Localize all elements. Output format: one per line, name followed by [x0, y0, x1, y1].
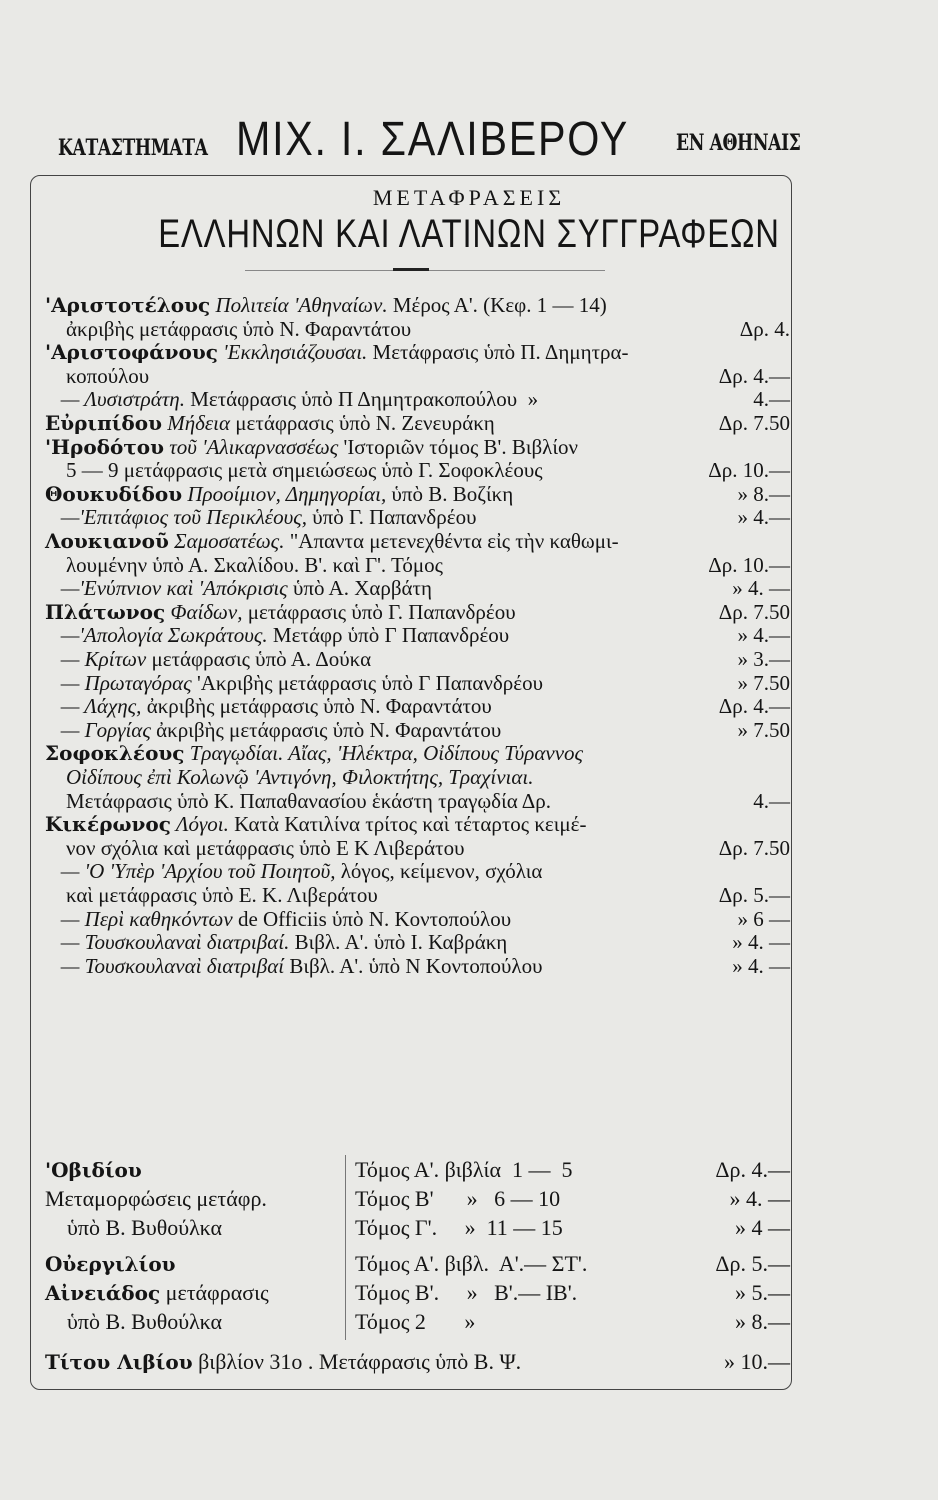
work-title: Φαίδων,	[165, 599, 243, 624]
catalog-line	[45, 411, 790, 435]
price: Δρ. 7.50	[718, 411, 790, 435]
entry-text: Μετάφρασις ὑπὸ Κ. Παπαθανασίου ἑκάστη τραγῳδία Δρ.	[45, 788, 552, 813]
work-title: — Λάχης,	[45, 694, 142, 719]
entry-text: νον σχόλια καὶ μετάφρασις ὑπὸ Ε Κ Λιβεράτου	[45, 835, 465, 860]
catalog-line	[45, 1216, 790, 1240]
entry-text: βιβλίον 31ο . Μετάφρασις ὑπὸ Β. Ψ.	[192, 1349, 522, 1374]
catalog-line	[45, 529, 790, 553]
work-title: — 'Ο 'Υπὲρ 'Αρχίου τοῦ Ποιητοῦ,	[45, 859, 336, 884]
catalog-line	[45, 859, 790, 883]
entry-text: de Officiis ὑπὸ Ν. Κοντοπούλου	[232, 906, 512, 931]
catalog-line	[45, 1252, 790, 1276]
price: » 4 —	[735, 1215, 790, 1240]
entry-text: Κατὰ Κατιλίνα τρίτος καὶ τέταρτος κειμέ-	[228, 812, 587, 837]
work-title: — Κρίτων	[45, 647, 147, 671]
work-title: —'Επιτάφιος τοῦ Περικλέους,	[45, 505, 307, 530]
entry-text: Μεταμορφώσεις μετάφρ.	[45, 1186, 267, 1211]
catalog-line	[45, 435, 790, 459]
work-title: — Τουσκουλαναὶ διατριβαί.	[45, 930, 290, 955]
header-left: ΚΑΤΑΣΤΗΜΑΤΑ	[58, 135, 208, 161]
price: Δρ. 5.—	[715, 1251, 790, 1276]
entry-text: 'Ιστοριῶν τόμος Β'. Βιβλίον	[338, 434, 578, 459]
catalog-line	[45, 812, 790, 836]
entry-text: 'Ακριβὴς μετάφρασις ὑπὸ Γ Παπανδρέου	[191, 670, 543, 695]
catalog-line	[45, 954, 790, 978]
catalog-line	[45, 576, 790, 600]
price: » 4.—	[737, 505, 790, 530]
entry-text: ἀκριβὴς μετάφρασις ὑπὸ Ν. Φαραντάτου	[141, 694, 492, 719]
work-title: — Λυσιστράτη.	[45, 387, 185, 412]
entry-text: ἀκριβὴς μετάφρασις ὑπὸ Ν. Φαραντάτου	[150, 717, 502, 742]
price: Δρ. 4.—	[718, 694, 790, 719]
entry-text: Μετάφρασις ὑπὸ Π Δημητρακοπούλου »	[184, 387, 539, 412]
catalog-line	[45, 387, 790, 411]
entry-text: Μετάφρ ὑπὸ Γ Παπανδρέου	[267, 623, 510, 648]
entry-text: ὑπὸ Β. Βυθούλκα	[45, 1309, 223, 1334]
price: 4.—	[753, 788, 790, 813]
price: » 6 —	[737, 906, 790, 931]
entry-text: λουμένην ὑπὸ Α. Σκαλίδου. Β'. καὶ Γ'. Τόμος	[45, 552, 443, 577]
author-name: Θουκυδίδου	[45, 481, 183, 506]
entry-text: Μετάφρασις ὑπὸ Π. Δημητρα-	[367, 340, 629, 365]
entry-text: μετάφρασις	[160, 1280, 269, 1305]
work-title: — Τουσκουλαναὶ διατριβαί	[45, 953, 285, 978]
entry-text: 5 — 9 μετάφρασις μετὰ σημειώσεως ὑπὸ Γ. Σοφοκλέους	[45, 458, 543, 483]
work-title: 'Εκκλησιάζουσαι.	[217, 340, 368, 365]
catalog-line	[45, 1350, 790, 1374]
volume-info: Τόμος Α'. βιβλία 1 — 5	[355, 1157, 573, 1182]
author-name: Κικέρωνος	[45, 812, 171, 837]
work-title: —'Ενύπνιον καὶ 'Απόκρισις	[45, 576, 288, 601]
entry-text: ὑπὸ Α. Χαρβάτη	[287, 576, 432, 601]
catalog-line	[45, 623, 790, 647]
author-name: Πλάτωνος	[45, 599, 166, 624]
price: » 4.—	[737, 623, 790, 648]
entry-text: Βιβλ. Α'. ὑπὸ Ι. Καβράκη	[289, 930, 508, 955]
entry-text: Βιβλ. Α'. ὑπὸ Ν Κοντοπούλου	[284, 953, 543, 978]
catalog-line	[45, 1187, 790, 1211]
author-name: Εὐριπίδου	[45, 411, 162, 435]
catalog-line	[45, 600, 790, 624]
catalog-line	[45, 317, 790, 341]
catalog-line	[45, 883, 790, 907]
catalog-line	[45, 836, 790, 860]
catalog-line	[45, 553, 790, 577]
entry-text: καὶ μετάφρασις ὑπὸ Ε. Κ. Λιβεράτου	[45, 883, 378, 907]
catalog-line	[45, 930, 790, 954]
entry-text: ὑπὸ Β. Βυθούλκα	[45, 1215, 223, 1240]
title-rule	[393, 268, 429, 271]
author-name: 'Αριστοφάνους	[45, 340, 218, 365]
price: » 8.—	[735, 1309, 790, 1334]
volume-info: Τόμος 2 »	[355, 1309, 476, 1334]
price: » 3.—	[737, 647, 790, 671]
entry-text: μετάφρασις ὑπὸ Γ. Παπανδρέου	[242, 599, 516, 624]
work-title: Τραγῳδίαι. Αἴας, 'Ηλέκτρα, Οἰδίπους Τύραννος	[184, 741, 584, 766]
price: » 7.50	[737, 717, 790, 742]
catalog-line	[45, 671, 790, 695]
price: 4.—	[753, 387, 790, 412]
work-title: Προοίμιον, Δημηγορίαι,	[182, 481, 387, 506]
work-title: — Περὶ καθηκόντων	[45, 906, 233, 931]
work-title: Μήδεια	[161, 411, 231, 435]
work-title: Οἰδίπους ἐπὶ Κολωνῷ 'Αντιγόνη, Φιλοκτήτης, Τραχίνιαι.	[45, 765, 534, 789]
price: Δρ. 10.—	[708, 552, 790, 577]
column-divider	[345, 1155, 346, 1340]
price: » 5.—	[735, 1280, 790, 1305]
entry-text: λόγος, κείμενον, σχόλια	[335, 859, 543, 884]
page-header	[58, 112, 801, 174]
catalog-line	[45, 718, 790, 742]
work-title: —'Απολογία Σωκράτους.	[45, 623, 268, 648]
price: » 4. —	[732, 953, 790, 978]
entry-text: Μέρος Α'. (Κεφ. 1 — 14)	[387, 293, 607, 317]
catalog-line	[45, 1281, 790, 1305]
catalog-line	[45, 789, 790, 813]
price: Δρ. 4.—	[715, 1157, 790, 1182]
price: » 7.50	[737, 670, 790, 695]
work-title: Πολιτεία 'Αθηναίων.	[210, 293, 388, 317]
catalog-line	[45, 293, 790, 317]
author-name: 'Ηροδότου	[45, 434, 165, 459]
catalog-line	[45, 1158, 790, 1182]
entry-text: "Απαντα μετενεχθέντα εἰς τὴν καθωμι-	[284, 529, 619, 553]
header-right: ΕΝ ΑΘΗΝΑΙΣ	[676, 130, 801, 156]
box-title: ΕΛΛΗΝΩΝ ΚΑΙ ΛΑΤΙΝΩΝ ΣΥΓΓΡΑΦΕΩΝ	[158, 212, 780, 256]
volume-info: Τόμος Β' » 6 — 10	[355, 1186, 561, 1211]
catalog-line	[45, 741, 790, 765]
price: » 8.—	[737, 481, 790, 506]
author-name: Σοφοκλέους	[45, 741, 185, 766]
catalog-line	[45, 482, 790, 506]
price: » 4. —	[732, 930, 790, 955]
entry-text: ἀκριβὴς μετάφρασις ὑπὸ Ν. Φαραντάτου	[45, 316, 412, 341]
price: » 4. —	[729, 1186, 790, 1211]
volume-info: Τόμος Γ'. » 11 — 15	[355, 1215, 563, 1240]
entry-text: μετάφρασις ὑπὸ Ν. Ζενευράκη	[230, 411, 495, 435]
author-name: 'Οβιδίου	[45, 1158, 142, 1182]
work-title: Λόγοι.	[170, 812, 229, 837]
entry-text: ὑπὸ Γ. Παπανδρέου	[306, 505, 477, 530]
entry-text: ὑπὸ Β. Βοζίκη	[386, 481, 514, 506]
catalog-line	[45, 340, 790, 364]
volume-info: Τόμος Β'. » Β'.— ΙΒ'.	[355, 1280, 578, 1305]
author-name: 'Αριστοτέλους	[45, 293, 211, 317]
author-name: Τίτου Λιβίου	[45, 1350, 193, 1374]
catalog-line	[45, 364, 790, 388]
catalog-line	[45, 694, 790, 718]
price: Δρ. 7.50	[718, 835, 790, 860]
price: Δρ. 5.—	[718, 883, 790, 907]
price: Δρ. 10.—	[708, 458, 790, 483]
work-title: Σαμοσατέως.	[168, 529, 285, 553]
catalog-line	[45, 765, 790, 789]
work-title: τοῦ 'Αλικαρνασσέως	[164, 434, 339, 459]
author-name: Αἰνειάδος	[45, 1281, 161, 1305]
price: Δρ. 4.	[739, 316, 790, 341]
price: » 4. —	[732, 576, 790, 601]
price: » 10.—	[724, 1349, 790, 1374]
work-title: — Πρωταγόρας	[45, 670, 192, 695]
entry-text: μετάφρασις ὑπὸ Α. Δούκα	[146, 647, 372, 671]
box-subtitle: ΜΕΤΑΦΡΑΣΕΙΣ	[372, 185, 566, 210]
volume-info: Τόμος Α'. βιβλ. Α'.— ΣΤ'.	[355, 1251, 588, 1276]
author-name: Λουκιανοῦ	[45, 529, 169, 553]
author-name: Οὐεργιλίου	[45, 1252, 176, 1276]
catalog-line	[45, 647, 790, 671]
price: Δρ. 4.—	[718, 363, 790, 388]
catalog-line	[45, 907, 790, 931]
catalog-line	[45, 505, 790, 529]
header-main: ΜΙΧ. Ι. ΣΑΛΙΒΕΡΟΥ	[235, 113, 629, 166]
work-title: — Γοργίας	[45, 717, 151, 742]
catalog-line	[45, 458, 790, 482]
entry-text: κοπούλου	[45, 363, 150, 388]
price: Δρ. 7.50	[718, 599, 790, 624]
catalog-line	[45, 1310, 790, 1334]
